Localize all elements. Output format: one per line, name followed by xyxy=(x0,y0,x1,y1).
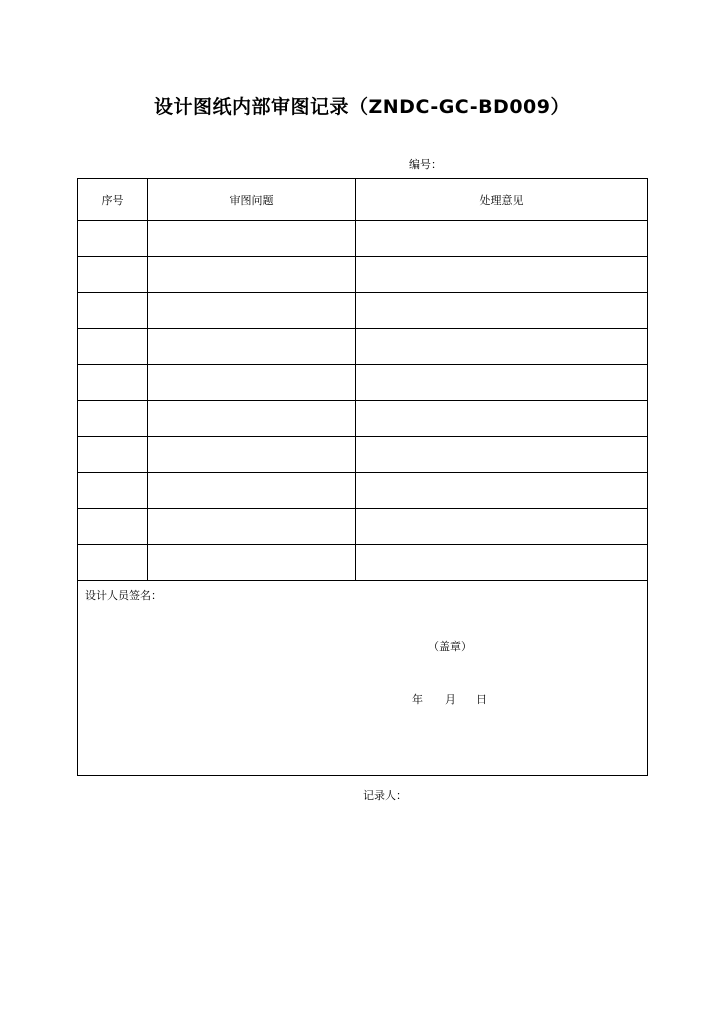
table-header-row xyxy=(78,179,648,221)
table-row xyxy=(78,473,648,509)
opinion-cell[interactable] xyxy=(356,473,648,509)
opinion-cell[interactable] xyxy=(356,401,648,437)
opinion-cell[interactable] xyxy=(356,329,648,365)
serial-cell[interactable] xyxy=(78,329,148,365)
serial-cell[interactable] xyxy=(78,257,148,293)
seal-label: （盖章） xyxy=(428,640,472,653)
table-row xyxy=(78,509,648,545)
opinion-cell[interactable] xyxy=(356,437,648,473)
issue-cell[interactable] xyxy=(148,437,356,473)
serial-cell[interactable] xyxy=(78,293,148,329)
table-row xyxy=(78,401,648,437)
table-row xyxy=(78,257,648,293)
table-row xyxy=(78,365,648,401)
review-record-table xyxy=(77,178,648,776)
signature-row xyxy=(78,581,648,776)
date-line xyxy=(412,691,487,707)
opinion-cell[interactable] xyxy=(356,293,648,329)
opinion-cell[interactable] xyxy=(356,257,648,293)
day-label: 日 xyxy=(476,693,487,706)
serial-cell[interactable] xyxy=(78,437,148,473)
issue-cell[interactable] xyxy=(148,257,356,293)
column-header-handling-opinion: 处理意见 xyxy=(356,179,648,221)
column-header-review-issue: 审图问题 xyxy=(148,179,356,221)
table-row xyxy=(78,437,648,473)
opinion-cell[interactable] xyxy=(356,545,648,581)
issue-cell[interactable] xyxy=(148,293,356,329)
opinion-cell[interactable] xyxy=(356,509,648,545)
issue-cell[interactable] xyxy=(148,545,356,581)
issue-cell[interactable] xyxy=(148,365,356,401)
table-row xyxy=(78,329,648,365)
recorder-label: 记录人： xyxy=(363,789,407,802)
issue-cell[interactable] xyxy=(148,329,356,365)
designer-signature-label: 设计人员签名： xyxy=(85,589,162,602)
document-title: 设计图纸内部审图记录（ZNDC-GC-BD009） xyxy=(154,96,570,118)
column-header-serial: 序号 xyxy=(78,179,148,221)
issue-cell[interactable] xyxy=(148,221,356,257)
opinion-cell[interactable] xyxy=(356,221,648,257)
issue-cell[interactable] xyxy=(148,509,356,545)
table-row xyxy=(78,545,648,581)
serial-cell[interactable] xyxy=(78,365,148,401)
serial-cell[interactable] xyxy=(78,473,148,509)
year-label: 年 xyxy=(412,693,423,706)
serial-cell[interactable] xyxy=(78,545,148,581)
serial-cell[interactable] xyxy=(78,509,148,545)
issue-cell[interactable] xyxy=(148,473,356,509)
opinion-cell[interactable] xyxy=(356,365,648,401)
issue-cell[interactable] xyxy=(148,401,356,437)
serial-number-label: 编号： xyxy=(409,158,442,171)
serial-cell[interactable] xyxy=(78,401,148,437)
table-row xyxy=(78,293,648,329)
signature-cell[interactable] xyxy=(78,581,648,776)
serial-cell[interactable] xyxy=(78,221,148,257)
table-row xyxy=(78,221,648,257)
month-label: 月 xyxy=(445,693,456,706)
